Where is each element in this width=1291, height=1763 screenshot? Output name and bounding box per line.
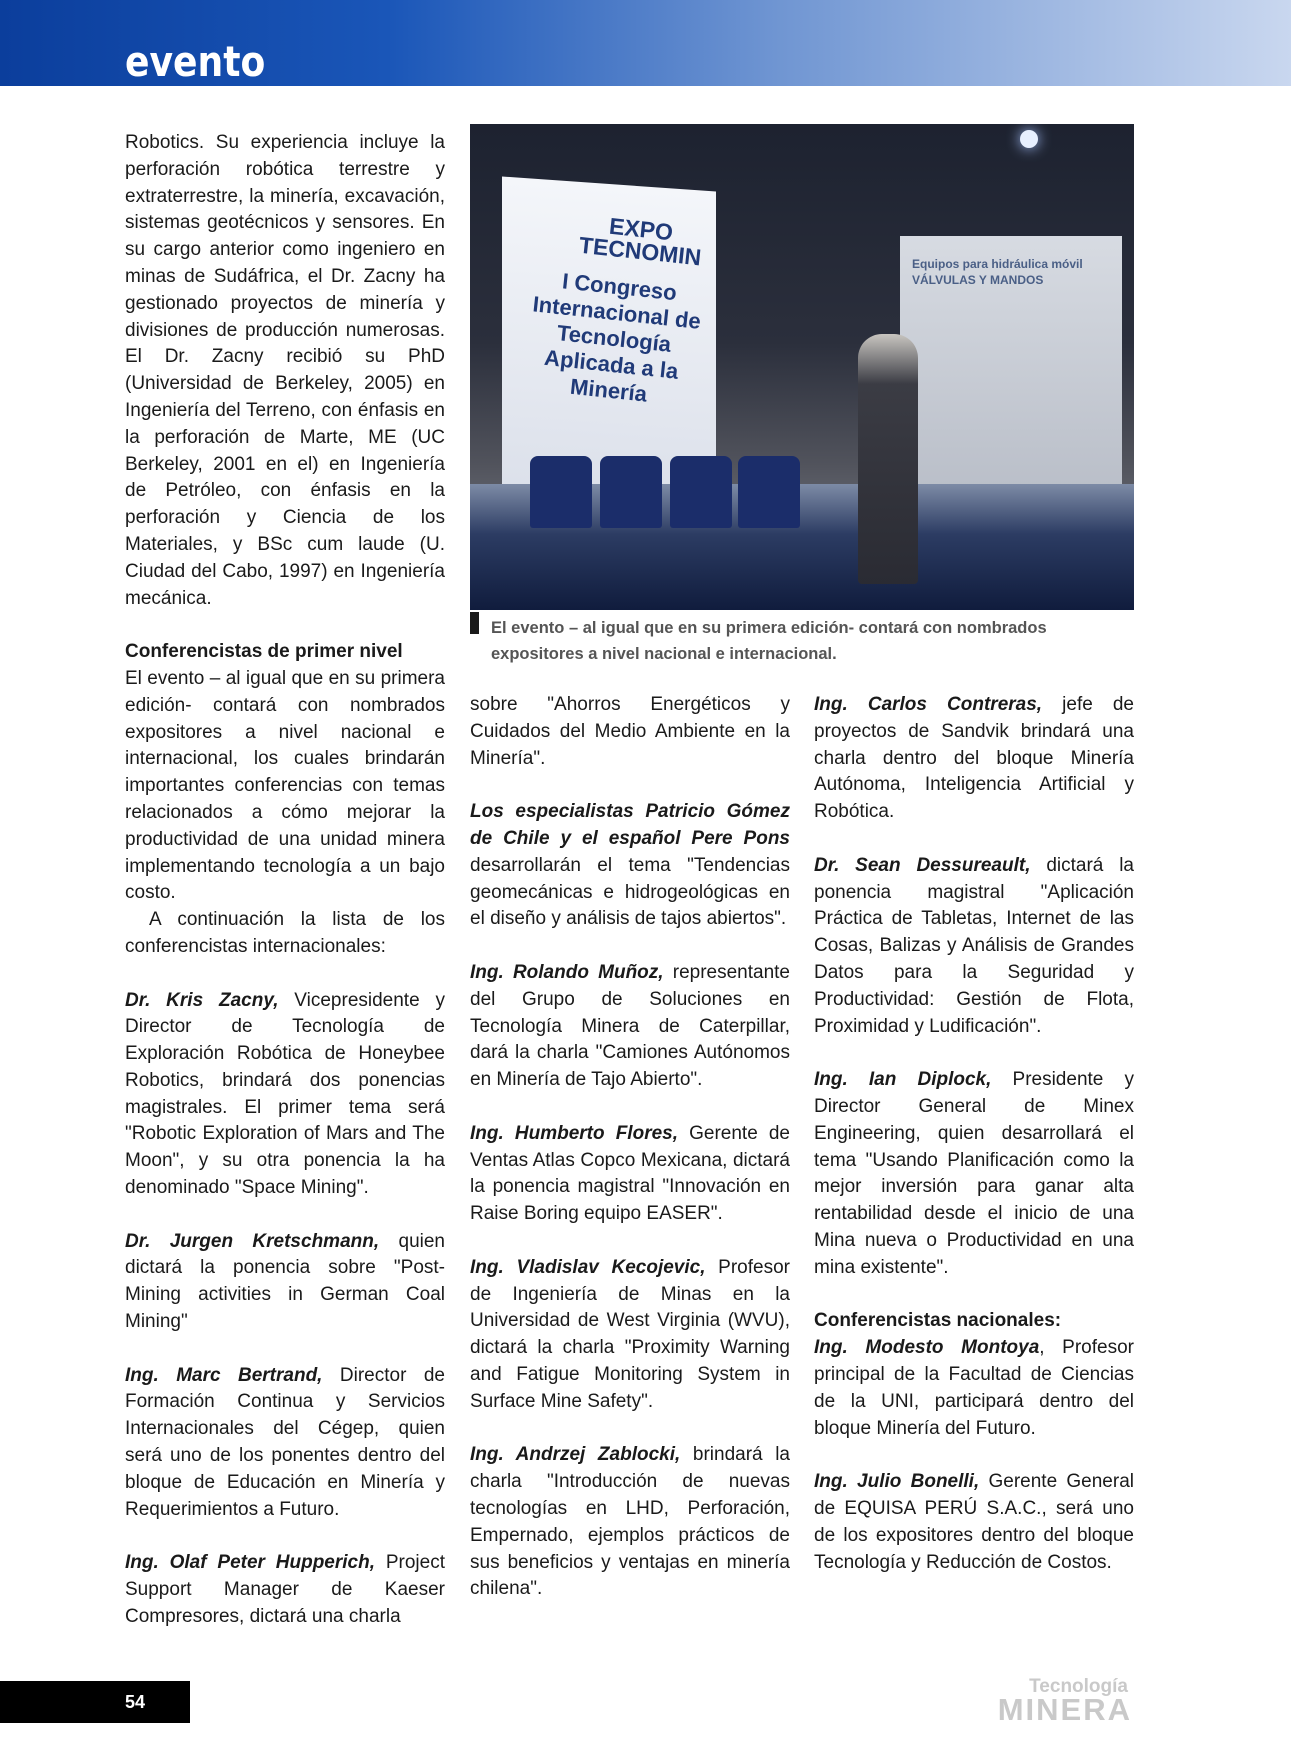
speaker-description: representante del Grupo de Soluciones en Tecnología Minera de Caterpillar, dará la charla "Camiones Autónomos en Minería de Tajo Abierto".	[470, 961, 790, 1091]
intro-paragraph: Robotics. Su experiencia incluye la perforación robótica terrestre y extraterrestre, la minería, excavación, sistemas geotécnicos y sensores. En su cargo anterior como ingeniero en minas de Sudáfrica, el Dr. Zacny ha gestionado proyectos de minería y divisiones de producción numerosas. El Dr. Zacny recibió su PhD (Universidad de Berkeley, 2005) en Ingeniería del Terreno, con énfasis en la perforación de Marte, ME (UC Berkeley, 2001 en el) en Ingeniería de Petróleo, con énfasis en la perforación y Ciencia de los Materiales, y BSc cum laude (U. Ciudad del Cabo, 1997) en Ingeniería mecánica.	[125, 132, 445, 609]
banner-title: I Congreso Internacional de Tecnología Aplicada a la Minería	[531, 268, 702, 407]
section-title: evento	[125, 37, 266, 86]
speaker-name: Ing. Rolando Muñoz,	[470, 961, 664, 983]
speaker-entry	[125, 1550, 445, 1630]
stage-chair	[738, 456, 800, 528]
page-number-box	[0, 1681, 190, 1723]
speaker-entry	[814, 1335, 1134, 1442]
speaker-description: Vicepresidente y Director de Tecnología de Exploración Robótica de Honeybee Robotics, brindará dos ponencias magistrales. El primer tema será "Robotic Exploration of Mars and The Moon", y su otra ponencia la ha denominado "Space Mining".	[125, 989, 445, 1199]
speaker-description: Director de Formación Continua y Servicios Internacionales del Cégep, quien será uno de los ponentes dentro del bloque de Educación en Minería y Requerimientos a Futuro.	[125, 1364, 445, 1520]
speaker-name: Ing. Andrzej Zablocki,	[470, 1444, 681, 1466]
caption-marker	[470, 612, 479, 634]
subheading-primer-nivel: Conferencistas de primer nivel	[125, 641, 403, 663]
speaker-description: Gerente General de EQUISA PERÚ S.A.C., será uno de los expositores dentro del bloque Tecnología y Reducción de Costos.	[814, 1471, 1134, 1573]
column-1	[125, 130, 445, 1657]
speaker-entry	[470, 1121, 790, 1228]
speaker-description: brindará la charla "Introducción de nuevas tecnologías en LHD, Perforación, Empernado, ejemplos prácticos de sus beneficios y ventajas en minería chilena".	[470, 1444, 790, 1600]
speaker-description: , Profesor principal de la Facultad de Ciencias de la UNI, participará dentro del bloque Minería del Futuro.	[814, 1337, 1134, 1439]
speaker-description: dictará la ponencia magistral "Aplicación Práctica de Tabletas, Internet de las Cosas, Balizas y Análisis de Grandes Datos para la Seguridad y Productividad: Gestión de Flota, Proximidad y Ludificación".	[814, 854, 1134, 1037]
speaker-entry	[470, 799, 790, 933]
speaker-name: Ing. Olaf Peter Hupperich,	[125, 1552, 376, 1574]
speaker-name: Ing. Marc Bertrand,	[125, 1364, 323, 1386]
stage-chair	[530, 456, 592, 528]
stage-light	[1020, 130, 1038, 148]
speaker-entry	[814, 1469, 1134, 1576]
speaker-name: Ing. Modesto Montoya	[814, 1337, 1040, 1359]
speaker-description: Project Support Manager de Kaeser Compresores, dictará una charla	[125, 1552, 445, 1627]
speaker-entry	[470, 1255, 790, 1416]
speaker-description: Profesor de Ingeniería de Minas en la Universidad de West Virginia (WVU), dictará la charla "Proximity Warning and Fatigue Monitoring System in Surface Mine Safety".	[470, 1256, 790, 1412]
speaker-entry	[814, 692, 1134, 826]
speaker-name: Dr. Kris Zacny,	[125, 989, 279, 1011]
speaker-entry	[814, 853, 1134, 1041]
speaker-name: Dr. Sean Dessureault,	[814, 854, 1031, 876]
screen-title: Equipos para hidráulica móvil VÁLVULAS Y MANDOS	[912, 257, 1083, 287]
speaker-description: Gerente de Ventas Atlas Copco Mexicana, dictará la ponencia magistral "Innovación en Raise Boring equipo EASER".	[470, 1122, 790, 1225]
speaker-entry	[125, 1363, 445, 1524]
speaker-entry	[470, 1442, 790, 1603]
speaker-name: Ing. Ian Diplock,	[814, 1069, 992, 1091]
column-2	[470, 692, 790, 1630]
subheading-nacionales: Conferencistas nacionales:	[814, 1310, 1062, 1332]
magazine-logo-bottom: MINERA	[997, 1692, 1132, 1727]
expo-logo: EXPO TECNOMIN	[577, 212, 703, 271]
speaker-entry	[470, 960, 790, 1094]
projection-screen	[900, 236, 1122, 496]
body-paragraph: A continuación la lista de los conferencistas internacionales:	[125, 909, 445, 957]
speaker-description: Presidente y Director General de Minex Engineering, quien desarrollará el tema "Usando Planificación como la mejor inversión para ganar alta rentabilidad desde el inicio de una Mina nueva o Productividad en una mina existente".	[814, 1069, 1134, 1278]
speaker-description: desarrollarán el tema "Tendencias geomecánicas e hidrogeológicas en el diseño y análisis de tajos abiertos".	[470, 854, 790, 930]
speaker-name: Ing. Humberto Flores,	[470, 1122, 678, 1144]
body-paragraph: El evento – al igual que en su primera edición- contará con nombrados expositores a nivel nacional e internacional, los cuales brindarán importantes conferencias con temas relacionados a cómo mejorar la productividad de una unidad minera implementando tecnología a un bajo costo.	[125, 667, 445, 904]
speaker-name: Ing. Carlos Contreras,	[814, 694, 1043, 715]
magazine-logo-top: Tecnología	[1029, 1676, 1128, 1697]
event-photo	[470, 124, 1134, 610]
page-number: 54	[125, 1692, 146, 1712]
speaker-figure	[858, 334, 918, 584]
speaker-name: Ing. Julio Bonelli,	[814, 1471, 980, 1493]
stage-chair	[670, 456, 732, 528]
speaker-name: Los especialistas Patricio Gómez de Chile y el español Pere Pons	[470, 801, 790, 849]
speaker-name: Dr. Jurgen Kretschmann,	[125, 1230, 380, 1252]
speaker-entry	[814, 1067, 1134, 1281]
speaker-name: Ing. Vladislav Kecojevic,	[470, 1256, 706, 1278]
speaker-description: quien dictará la ponencia sobre "Post-Mining activities in German Coal Mining"	[125, 1230, 445, 1333]
photo-caption: El evento – al igual que en su primera edición- contará con nombrados expositores a nivel nacional e internacional.	[491, 619, 1047, 663]
speaker-entry	[125, 1229, 445, 1336]
continued-text: sobre "Ahorros Energéticos y Cuidados del Medio Ambiente en la Minería".	[470, 694, 790, 769]
speaker-entry	[125, 988, 445, 1202]
column-3	[814, 692, 1134, 1603]
stage-chair	[600, 456, 662, 528]
speaker-description: jefe de proyectos de Sandvik brindará una charla dentro del bloque Minería Autónoma, Inteligencia Artificial y Robótica.	[814, 694, 1134, 823]
